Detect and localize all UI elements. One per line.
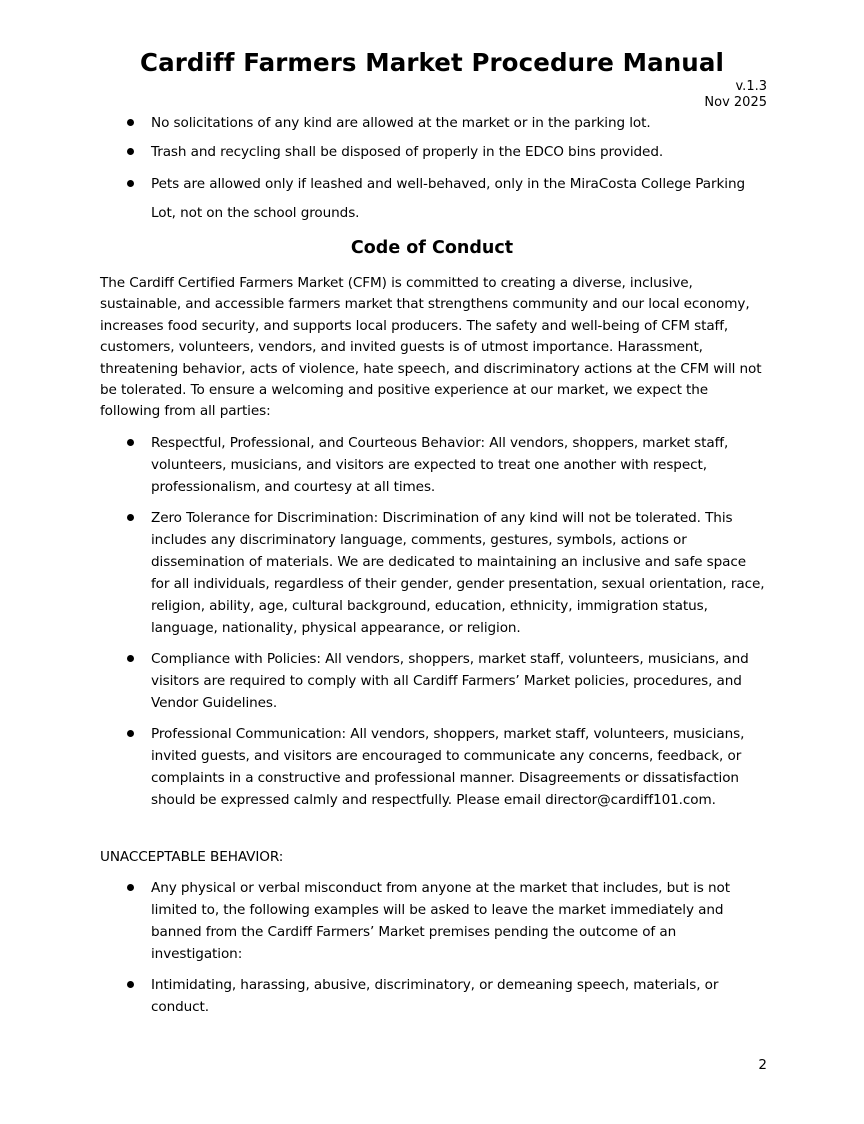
- page-title: Cardiff Farmers Market Procedure Manual: [140, 48, 724, 77]
- unacceptable-bullet-list: [0, 877, 768, 1027]
- list-item: No solicitations of any kind are allowed at the market or in the parking lot.: [100, 112, 768, 134]
- version-block: [704, 79, 767, 111]
- list-item: Professional Communication: All vendors, shoppers, market staff, volunteers, musicians, invited guests, and visitors are encouraged to communicate any concerns, feedback, or complaints in a constructive and professional manner. Disagreements or dissatisfaction should be expressed calmly and respectfully. Please email director@cardiff101.com.: [100, 723, 768, 811]
- list-item: Trash and recycling shall be disposed of properly in the EDCO bins provided.: [100, 141, 768, 163]
- list-item: Pets are allowed only if leashed and well-behaved, only in the MiraCosta College Parking Lot, not on the school grounds.: [100, 170, 768, 228]
- list-item: Compliance with Policies: All vendors, shoppers, market staff, volunteers, musicians, and visitors are required to comply with all Cardiff Farmers’ Market policies, procedures, and Vendor Guidelines.: [100, 648, 768, 714]
- list-item: Intimidating, harassing, abusive, discriminatory, or demeaning speech, materials, or conduct.: [100, 974, 768, 1018]
- list-item: Any physical or verbal misconduct from anyone at the market that includes, but is not limited to, the following examples will be asked to leave the market immediately and banned from the Cardiff Farmers’ Market premises pending the outcome of an investigation:: [100, 877, 768, 965]
- code-of-conduct-heading: Code of Conduct: [350, 238, 514, 258]
- version-date: Nov 2025: [704, 95, 767, 110]
- list-item: Respectful, Professional, and Courteous Behavior: All vendors, shoppers, market staff, volunteers, musicians, and visitors are expected to treat one another with respect, professionalism, and courtesy at all times.: [100, 432, 768, 498]
- list-item: Zero Tolerance for Discrimination: Discrimination of any kind will not be tolerated. This includes any discriminatory language, comments, gestures, symbols, actions or dissemination of materials. We are dedicated to maintaining an inclusive and safe space for all individuals, regardless of their gender, gender presentation, sexual orientation, race, religion, ability, age, cultural background, education, ethnicity, immigration status, language, nationality, physical appearance, or religion.: [100, 507, 768, 639]
- page-number: 2: [758, 1057, 767, 1073]
- version-label: v.1.3: [735, 79, 767, 94]
- top-bullet-list: [0, 112, 768, 229]
- conduct-bullet-list: [0, 432, 768, 820]
- code-of-conduct-intro: The Cardiff Certified Farmers Market (CFM) is committed to creating a diverse, inclusive, sustainable, and accessible farmers market that strengthens community and our local economy, increases food security, and supports local producers. The safety and well-being of CFM staff, customers, volunteers, vendors, and invited guests is of utmost importance. Harassment, threatening behavior, acts of violence, hate speech, and discriminatory actions at the CFM will not be tolerated. To ensure a welcoming and positive experience at our market, we expect the following from all parties:: [100, 275, 762, 420]
- unacceptable-behavior-heading: UNACCEPTABLE BEHAVIOR:: [100, 849, 284, 865]
